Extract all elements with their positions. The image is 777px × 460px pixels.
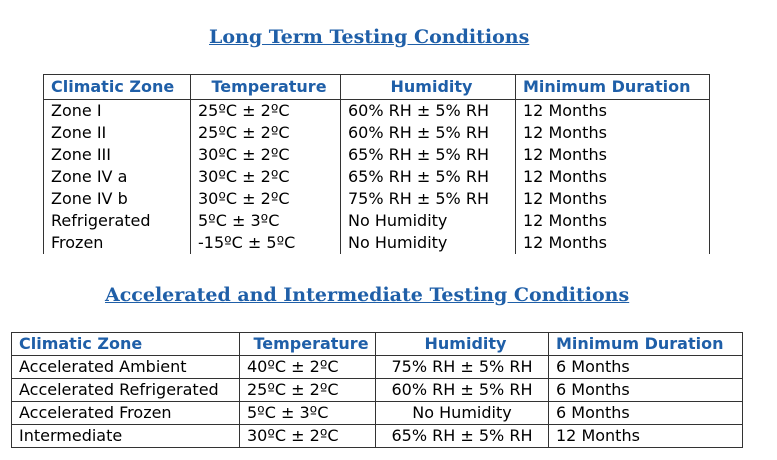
cell-humidity: 60% RH ± 5% RH [341,122,516,144]
cell-temperature: 5ºC ± 3ºC [240,402,376,425]
cell-minimum-duration: 12 Months [516,210,710,232]
cell-temperature: 40ºC ± 2ºC [240,356,376,379]
cell-temperature: 25ºC ± 2ºC [240,379,376,402]
cell-minimum-duration: 12 Months [516,232,710,254]
cell-humidity: 65% RH ± 5% RH [341,144,516,166]
header-humidity: Humidity [341,75,516,100]
cell-minimum-duration: 12 Months [549,425,743,448]
table-row [44,232,710,254]
cell-climatic-zone: Accelerated Refrigerated [12,379,240,402]
cell-climatic-zone: Zone I [44,100,191,123]
cell-humidity: No Humidity [376,402,549,425]
cell-minimum-duration: 6 Months [549,379,743,402]
cell-humidity: 60% RH ± 5% RH [376,379,549,402]
header-humidity: Humidity [376,333,549,356]
cell-humidity: No Humidity [341,210,516,232]
cell-humidity: No Humidity [341,232,516,254]
long-term-table [43,74,710,254]
cell-temperature: 25ºC ± 2ºC [191,100,341,123]
cell-climatic-zone: Accelerated Ambient [12,356,240,379]
table-row [12,356,743,379]
cell-humidity: 60% RH ± 5% RH [341,100,516,123]
table-row [44,166,710,188]
table-header-row [44,75,710,100]
table-row [12,379,743,402]
cell-temperature: 30ºC ± 2ºC [240,425,376,448]
cell-temperature: -15ºC ± 5ºC [191,232,341,254]
header-climatic-zone: Climatic Zone [12,333,240,356]
table-row [44,144,710,166]
table-row [44,210,710,232]
cell-climatic-zone: Refrigerated [44,210,191,232]
header-minimum-duration: Minimum Duration [516,75,710,100]
cell-minimum-duration: 6 Months [549,356,743,379]
table-row [44,100,710,123]
cell-humidity: 65% RH ± 5% RH [376,425,549,448]
cell-climatic-zone: Intermediate [12,425,240,448]
cell-humidity: 75% RH ± 5% RH [376,356,549,379]
accelerated-title: Accelerated and Intermediate Testing Conditions [105,284,630,306]
header-temperature: Temperature [191,75,341,100]
cell-climatic-zone: Zone II [44,122,191,144]
cell-temperature: 25ºC ± 2ºC [191,122,341,144]
cell-temperature: 5ºC ± 3ºC [191,210,341,232]
cell-minimum-duration: 6 Months [549,402,743,425]
cell-minimum-duration: 12 Months [516,100,710,123]
cell-minimum-duration: 12 Months [516,144,710,166]
long-term-title: Long Term Testing Conditions [209,26,530,48]
cell-climatic-zone: Zone III [44,144,191,166]
cell-climatic-zone: Accelerated Frozen [12,402,240,425]
cell-climatic-zone: Zone IV b [44,188,191,210]
header-temperature: Temperature [240,333,376,356]
cell-temperature: 30ºC ± 2ºC [191,188,341,210]
table-row [12,425,743,448]
header-climatic-zone: Climatic Zone [44,75,191,100]
table-row [44,188,710,210]
cell-humidity: 65% RH ± 5% RH [341,166,516,188]
cell-temperature: 30ºC ± 2ºC [191,144,341,166]
cell-minimum-duration: 12 Months [516,188,710,210]
table-row [12,402,743,425]
header-minimum-duration: Minimum Duration [549,333,743,356]
cell-climatic-zone: Frozen [44,232,191,254]
cell-climatic-zone: Zone IV a [44,166,191,188]
cell-temperature: 30ºC ± 2ºC [191,166,341,188]
table-header-row [12,333,743,356]
cell-minimum-duration: 12 Months [516,166,710,188]
table-row [44,122,710,144]
cell-minimum-duration: 12 Months [516,122,710,144]
cell-humidity: 75% RH ± 5% RH [341,188,516,210]
accelerated-table [11,332,743,448]
